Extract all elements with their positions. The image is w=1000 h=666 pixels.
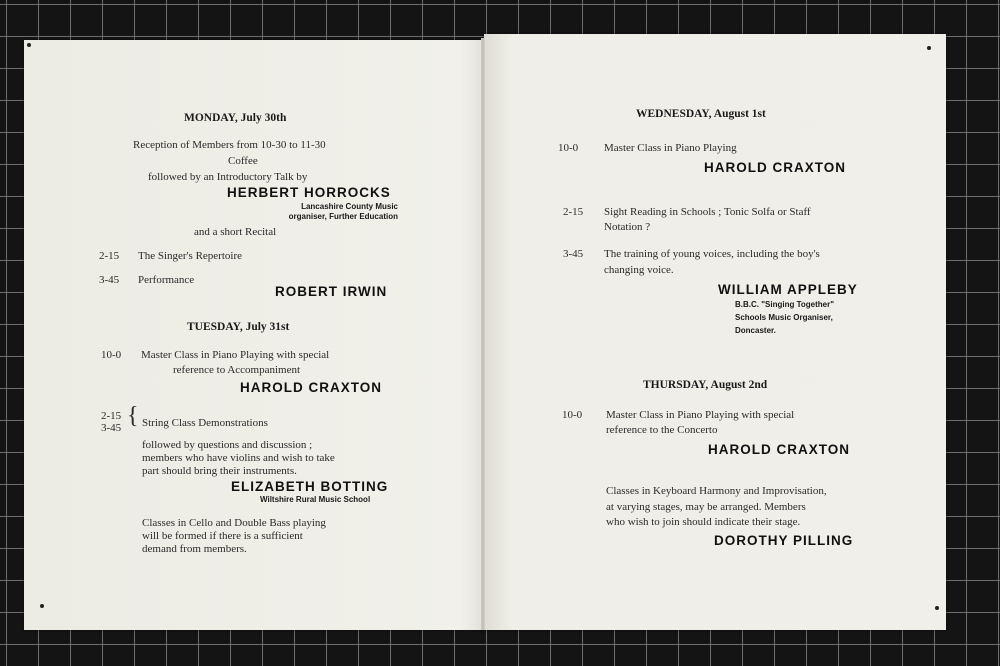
session-title: Sight Reading in Schools ; Tonic Solfa or Staff <box>604 206 811 218</box>
session-time: 3-45 <box>563 248 584 260</box>
session-time: 10-0 <box>558 142 579 154</box>
session-title: Master Class in Piano Playing <box>604 142 737 154</box>
speaker-name: HERBERT HORROCKS <box>227 185 391 200</box>
description-line: part should bring their instruments. <box>142 465 297 477</box>
instructor-name: HAROLD CRAXTON <box>240 380 382 395</box>
session-time: 2-15 <box>101 410 122 422</box>
tuesday-heading: TUESDAY, July 31st <box>187 321 290 333</box>
session-time: 3-45 <box>99 274 120 286</box>
instructor-role: Doncaster. <box>735 326 776 335</box>
note-line: Classes in Keyboard Harmony and Improvisation, <box>606 485 827 497</box>
recital-text: and a short Recital <box>194 226 277 238</box>
session-title: reference to Accompaniment <box>173 364 301 376</box>
instructor-name: HAROLD CRAXTON <box>704 160 846 175</box>
staple-hole <box>927 46 931 50</box>
session-title: The training of young voices, including the boy's <box>604 248 820 260</box>
monday-heading: MONDAY, July 30th <box>184 112 287 124</box>
description-line: followed by questions and discussion ; <box>142 439 313 451</box>
page-gutter <box>481 38 485 630</box>
session-time: 2-15 <box>563 206 584 218</box>
session-title: Performance <box>138 274 195 286</box>
instructor-role: Schools Music Organiser, <box>735 313 833 322</box>
session-description <box>142 439 360 478</box>
wednesday-heading: WEDNESDAY, August 1st <box>636 108 766 120</box>
time-brace: { <box>127 403 139 429</box>
staple-hole <box>27 43 31 47</box>
performer-name: ROBERT IRWIN <box>275 284 388 299</box>
intro-talk-text: followed by an Introductory Talk by <box>148 171 308 183</box>
session-title: Notation ? <box>604 221 651 233</box>
coffee-text: Coffee <box>228 155 258 167</box>
instructor-name: ELIZABETH BOTTING <box>231 479 389 494</box>
session-time: 10-0 <box>562 409 583 421</box>
instructor-name: WILLIAM APPLEBY <box>718 282 858 297</box>
speaker-role: Lancashire County Music <box>301 202 398 211</box>
instructor-role: Wiltshire Rural Music School <box>260 495 371 504</box>
session-time: 3-45 <box>101 422 122 434</box>
session-title: changing voice. <box>604 264 674 276</box>
note-line: demand from members. <box>142 543 247 555</box>
instructor-name: DOROTHY PILLING <box>714 533 854 548</box>
session-time: 2-15 <box>99 250 120 262</box>
thursday-heading: THURSDAY, August 2nd <box>643 379 768 391</box>
instructor-name: HAROLD CRAXTON <box>708 442 850 457</box>
session-title: The Singer's Repertoire <box>138 250 243 262</box>
staple-hole <box>40 604 44 608</box>
note-line: will be formed if there is a sufficient <box>142 530 303 542</box>
instructor-role: B.B.C. "Singing Together" <box>735 300 834 309</box>
session-title: Master Class in Piano Playing with special <box>606 409 795 421</box>
classes-note <box>142 517 362 556</box>
note-line: Classes in Cello and Double Bass playing <box>142 517 326 529</box>
staple-hole <box>935 606 939 610</box>
session-title: String Class Demonstrations <box>142 417 268 429</box>
note-line: at varying stages, may be arranged. Members <box>606 500 806 513</box>
session-time: 10-0 <box>101 349 122 361</box>
classes-note <box>606 484 868 531</box>
description-line: members who have violins and wish to take <box>142 452 335 464</box>
session-title: reference to the Concerto <box>606 424 718 436</box>
session-title: Master Class in Piano Playing with special <box>141 349 330 361</box>
speaker-role: organiser, Further Education <box>288 212 398 221</box>
note-line: who wish to join should indicate their stage. <box>606 516 801 528</box>
reception-text: Reception of Members from 10-30 to 11-30 <box>133 139 326 151</box>
